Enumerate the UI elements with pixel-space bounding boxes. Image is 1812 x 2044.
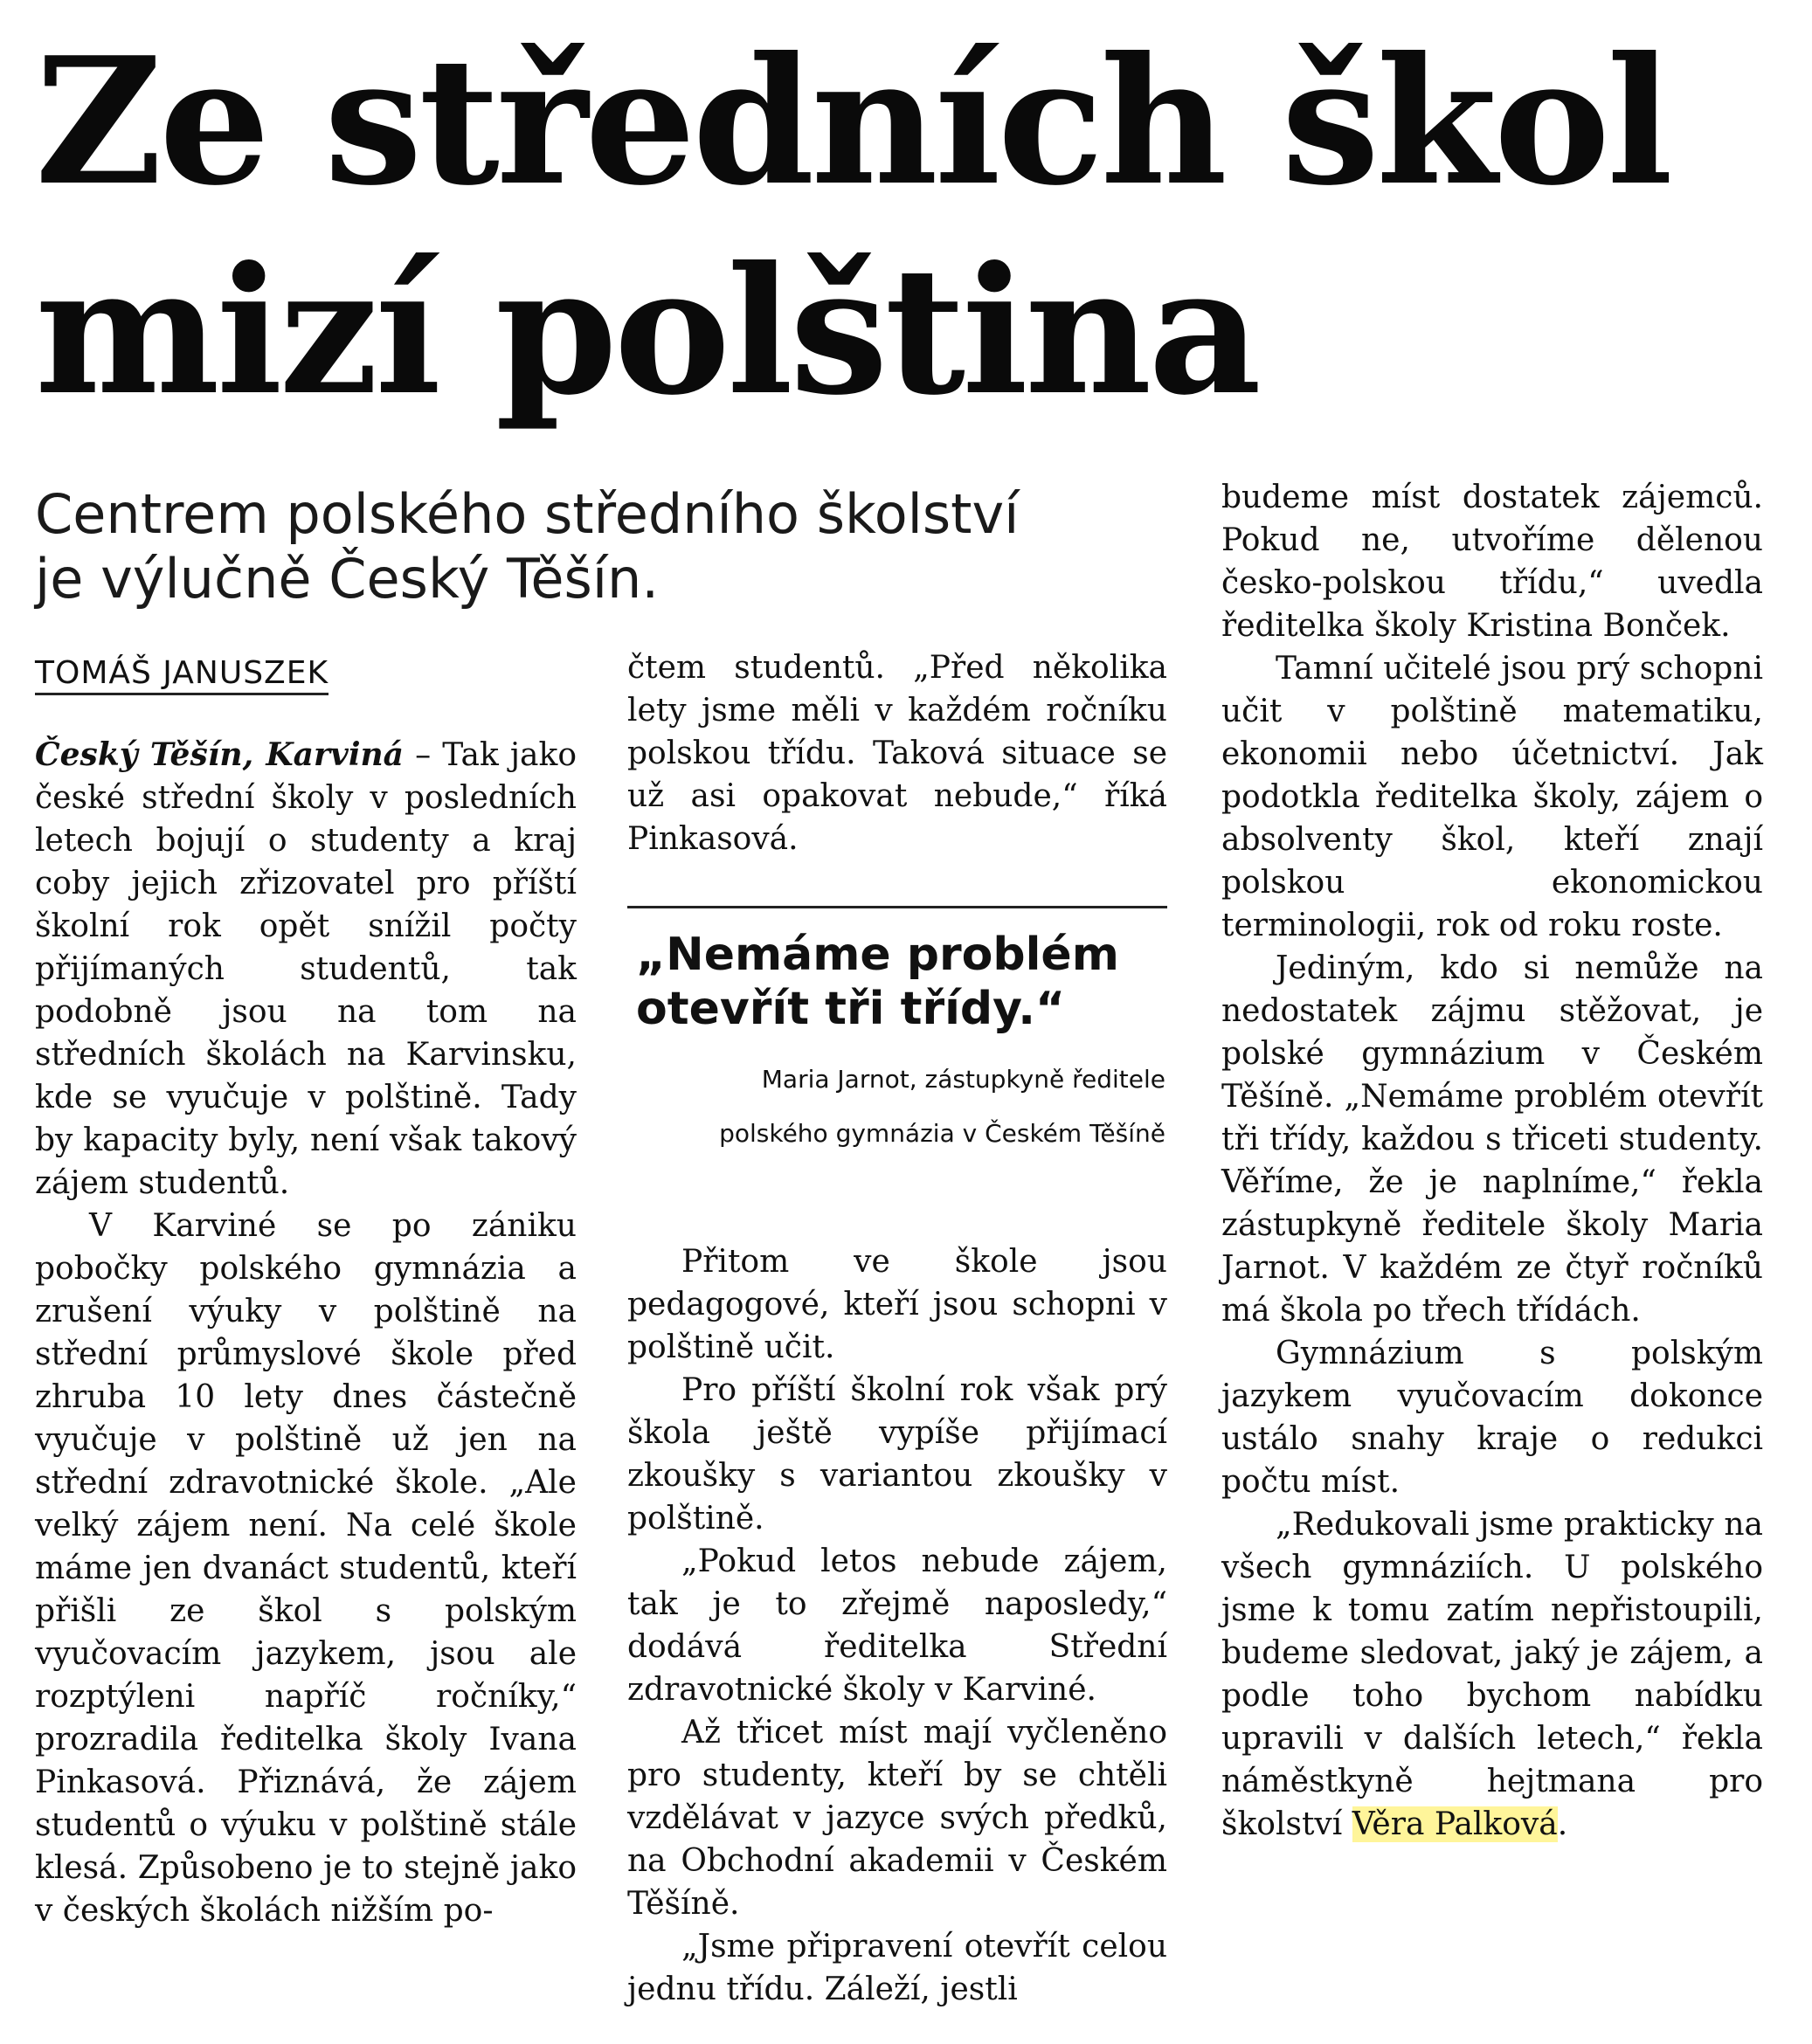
pullquote-line-1: „Nemáme problém xyxy=(636,929,1119,981)
paragraph: V Karviné se po zániku pobočky polského gymnázia a zrušení výuky v polštině na střední průmyslové škole před zhruba 10 lety dnes částečně vyučuje v polštině už jen na střední zdravotnické škole. „Ale velký zájem není. Na celé škole máme jen dvanáct studentů, kteří přišli ze škol s polským vyučovacím jazykem, jsou ale rozptýleni napříč ročníky,“ prozradila ředitelka školy Ivana Pinkasová. Přiznává, že zájem studentů o výuku v polštině stále klesá. Způsobeno je to stejně jako v českých školách nižším po- xyxy=(35,1208,577,1929)
paragraph: budeme míst dostatek zájemců. Pokud ne, utvoříme dělenou česko-polskou třídu,“ uvedla ředitelka školy Kristina Bonček. xyxy=(1221,480,1763,644)
pullquote-line-2: otevřít tři třídy.“ xyxy=(636,983,1066,1035)
subtitle-line-1: Centrem polského středního školství xyxy=(35,482,1020,546)
paragraph: „Jsme připravení otevřít celou jednu třídu. Záleží, jestli xyxy=(627,1929,1167,2007)
article-column-2-continued xyxy=(627,1240,1167,2011)
article-column-2 xyxy=(627,646,1167,860)
byline: TOMÁŠ JANUSZEK xyxy=(35,655,329,695)
pullquote-divider xyxy=(627,906,1167,908)
paragraph: Jediným, kdo si nemůže na nedostatek zájmu stěžovat, je polské gymnázium v Českém Těšíně. „Nemáme problém otevřít tři třídy, každou s třiceti studenty. Věříme, že je naplníme,“ řekla zástupkyně ředitele školy Maria Jarnot. V každém ze čtyř ročníků má škola po třech třídách. xyxy=(1221,950,1763,1329)
dateline: Český Těšín, Karviná xyxy=(35,736,405,773)
article-column-3 xyxy=(1221,476,1763,1846)
paragraph: čtem studentů. „Před několika lety jsme měli v každém ročníku polskou třídu. Taková situace se už asi opakovat nebude,“ říká Pinkasová. xyxy=(627,650,1167,857)
paragraph: Gymnázium s polským jazykem vyučovacím dokonce ustálo snahy kraje o redukci počtu míst. xyxy=(1221,1336,1763,1500)
paragraph-lead xyxy=(35,734,577,1205)
paragraph: Pro příští školní rok však prý škola ještě vypíše přijímací zkoušky s variantou zkoušky v polštině. xyxy=(627,1372,1167,1536)
headline xyxy=(35,17,1782,437)
paragraph-final-text: „Redukovali jsme prakticky na všech gymnáziích. U polského jsme k tomu zatím nepřistoupili, budeme sledovat, jaký je zájem, a podle toho bychom nabídku upravili v dalších letech,“ řekla náměstkyně hejtmana pro školství xyxy=(1221,1507,1763,1842)
pullquote-attribution-line-2: polského gymnázia v Českém Těšíně xyxy=(719,1119,1165,1148)
paragraph-lead-text: – Tak jako české střední školy v posledních letech bojují o studenty a kraj coby jejich zřizovatel pro příští školní rok opět snížil počty přijímaných studentů, tak podobně jsou na tom na středních školách na Karvinsku, kde se vyučuje v polštině. Tady by kapacity byly, není však takový zájem studentů. xyxy=(35,737,577,1201)
pullquote xyxy=(636,928,1160,1036)
subtitle-line-2: je výlučně Český Těšín. xyxy=(35,547,660,611)
paragraph-final xyxy=(1221,1503,1763,1846)
headline-line-2: mizí polština xyxy=(35,229,1258,434)
paragraph: Tamní učitelé jsou prý schopni učit v polštině matematiku, ekonomii nebo účetnictví. Jak podotkla ředitelka školy, zájem o absolventy škol, kteří znají polskou ekonomickou terminologii, rok od roku roste. xyxy=(1221,651,1763,943)
highlighted-name: Věra Palková xyxy=(1352,1806,1558,1842)
sentence-end: . xyxy=(1557,1806,1568,1842)
subtitle xyxy=(35,482,1171,611)
headline-line-1: Ze středních škol xyxy=(35,19,1670,224)
article-column-1 xyxy=(35,734,577,1932)
paragraph: „Pokud letos nebude zájem, tak je to zřejmě naposledy,“ dodává ředitelka Střední zdravotnické školy v Karviné. xyxy=(627,1543,1167,1708)
paragraph: Přitom ve škole jsou pedagogové, kteří jsou schopni v polštině učit. xyxy=(627,1244,1167,1365)
paragraph: Až třicet míst mají vyčleněno pro studenty, kteří by se chtěli vzdělávat v jazyce svých předků, na Obchodní akademii v Českém Těšíně. xyxy=(627,1715,1167,1922)
pullquote-attribution xyxy=(627,1053,1165,1161)
pullquote-attribution-line-1: Maria Jarnot, zástupkyně ředitele xyxy=(761,1065,1165,1094)
